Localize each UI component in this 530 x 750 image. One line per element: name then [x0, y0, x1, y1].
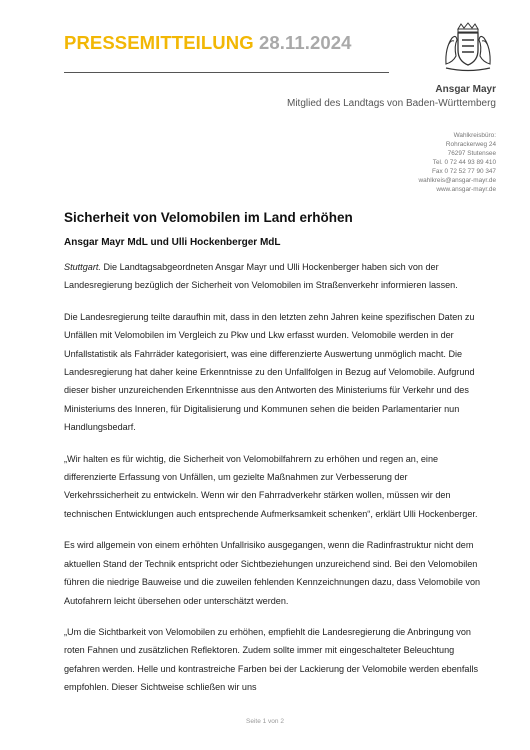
paragraph-intro [64, 258, 484, 295]
article-headline: Sicherheit von Velomobilen im Land erhöhen [64, 210, 353, 225]
article-body [64, 258, 484, 710]
press-release-title [64, 32, 352, 54]
paragraph-accident-risk: Es wird allgemein von einem erhöhten Unfallrisiko ausgegangen, wenn die Radinfrastruktur nicht dem aktuellen Stand der Technik entspricht oder Sichtbeziehungen unzureichend sind. Bei den Velomobilen führen die niedrige Bauweise und die zuweilen fehlenden Kennzeichnungen dazu, dass Velomobile von Autofahrern leicht übersehen oder unterschätzt werden. [64, 540, 481, 606]
office-fax: Fax 0 72 52 77 90 347 [432, 168, 496, 175]
page-number: Seite 1 von 2 [246, 718, 284, 725]
office-phone: Tel. 0 72 44 93 89 410 [432, 159, 496, 166]
paragraph-hockenberger-quote: „Wir halten es für wichtig, die Sicherheit von Velomobilfahrern zu erhöhen und regen an, eine differenzierte Erfassung von Unfällen, um gezielte Maßnahmen zur Verbesserung der Verkehrssicherheit zu entwickeln. Wenn wir den Fahrradverkehr stärken wollen, müssen wir den technischen Entwicklungen auch entsprechende Aufmerksamkeit schenken“, erklärt Ulli Hockenberger. [64, 453, 478, 519]
header-divider [64, 72, 389, 73]
office-website: www.ansgar-mayr.de [436, 186, 496, 193]
office-contact-block [418, 131, 496, 194]
author-role: Mitglied des Landtags von Baden-Württemberg [286, 98, 496, 109]
paragraph-intro-text: Die Landtagsabgeordneten Ansgar Mayr und Ulli Hockenberger haben sich von der Landesregierung bezüglich der Sicherheit von Velomobilen im Straßenverkehr informieren lassen. [64, 262, 458, 291]
office-email: wahlkreis@ansgar-mayr.de [418, 177, 496, 184]
paragraph-government-response: Die Landesregierung teilte daraufhin mit, dass in den letzten zehn Jahren keine spezifischen Daten zu Unfällen mit Velomobilen im Vergleich zu Pkw und Lkw erfasst wurden. Velomobile werden in der Unfallstatistik als Fahrräder kategorisiert, was eine differenzierte Auswertung unmöglich macht. Die Landesregierung hat daher keine Erkenntnisse zu den Unfallfolgen in Bezug auf Velomobile. Aufgrund dieser bisher unzureichenden Erkenntnisse aus den Antworten des Ministeriums für Verkehr und des Ministeriums des Inneren, für Digitalisierung und Kommunen sehen die beiden Parlamentarier nun Handlungsbedarf. [64, 311, 475, 433]
office-city: 76297 Stutensee [447, 150, 496, 157]
office-street: Rohrackerweg 24 [445, 141, 496, 148]
article-subheadline: Ansgar Mayr MdL und Ulli Hockenberger MdL [64, 237, 281, 248]
title-main: PRESSEMITTEILUNG [64, 32, 254, 53]
office-label: Wahlkreisbüro: [453, 132, 496, 139]
title-date: 28.11.2024 [258, 32, 352, 53]
author-name: Ansgar Mayr [435, 84, 496, 95]
paragraph-visibility-recommendation: „Um die Sichtbarkeit von Velomobilen zu erhöhen, empfiehlt die Landesregierung die Anbringung von roten Fahnen und zusätzlichen Reflektoren. Zudem sollte immer mit eingeschalteter Beleuchtung gefahren werden. Helle und kontrastreiche Farben bei der Lackierung der Velomobile werden ebenfalls empfohlen. Dieser Sichtweise schließen wir uns [64, 626, 479, 693]
dateline: Stuttgart. [64, 262, 101, 272]
coat-of-arms-icon [440, 20, 496, 76]
